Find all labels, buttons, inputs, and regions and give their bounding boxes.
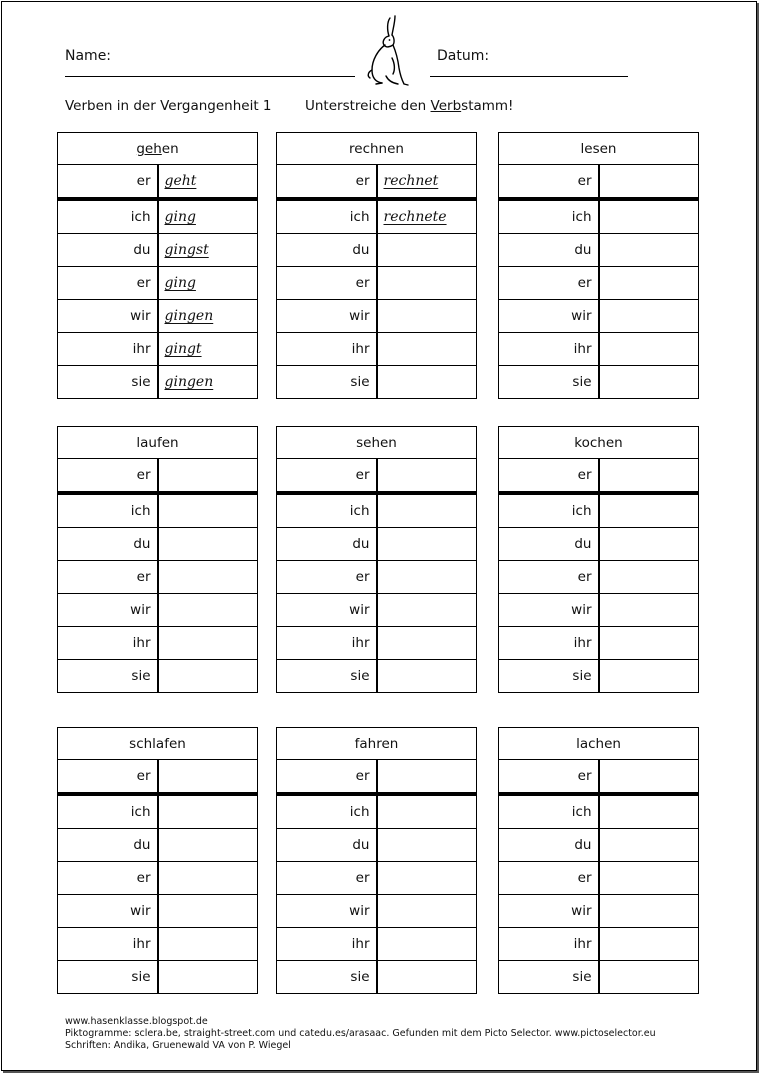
pronoun: sie [499,961,599,994]
pronoun: er [499,165,599,200]
pronoun: er [499,267,599,300]
pronoun: ich [499,794,599,829]
answer-cell[interactable] [158,895,258,928]
pronoun: er [58,459,158,494]
answer-cell[interactable] [377,459,477,494]
cursive-answer: rechnet [383,173,439,189]
pronoun: ich [277,794,377,829]
pronoun: er [58,862,158,895]
pronoun: ihr [277,333,377,366]
pronoun: du [277,234,377,267]
pronoun: du [499,528,599,561]
verb-heading: laufen [58,427,258,459]
pronoun: wir [277,300,377,333]
answer-cell[interactable] [377,300,477,333]
answer-cell[interactable] [377,528,477,561]
pronoun: ich [277,199,377,234]
answer-cell[interactable] [377,267,477,300]
cursive-answer: rechnete [383,209,447,225]
pronoun: sie [58,660,158,693]
answer-cell[interactable] [599,300,699,333]
instruction-text: Unterstreiche den [305,98,431,114]
pronoun: er [58,267,158,300]
cursive-answer: gingen [164,308,214,324]
answer-cell[interactable] [599,760,699,795]
hare-icon [362,14,414,90]
answer-cell[interactable] [158,366,258,399]
pronoun: wir [499,594,599,627]
answer-cell[interactable] [158,928,258,961]
pronoun: ich [58,794,158,829]
pronoun: er [277,459,377,494]
pronoun: wir [499,895,599,928]
verb-table-kochen [498,426,699,693]
pronoun: ich [499,199,599,234]
answer-cell[interactable] [158,199,258,234]
pronoun: er [277,760,377,795]
pronoun: du [58,234,158,267]
verb-ending: en [161,140,179,157]
pronoun: ihr [499,627,599,660]
verb-table-schlafen [57,727,258,994]
pronoun: sie [58,366,158,399]
pronoun: ich [58,493,158,528]
instruction [305,98,513,114]
answer-cell[interactable] [377,829,477,862]
pronoun: ihr [58,333,158,366]
answer-cell[interactable] [377,760,477,795]
verb-heading: kochen [499,427,699,459]
pronoun: ich [277,493,377,528]
answer-cell[interactable] [158,594,258,627]
pronoun: er [277,862,377,895]
instruction-underlined: Verb [430,98,462,114]
verb-stem: geh [136,140,162,157]
pronoun: sie [499,366,599,399]
answer-cell[interactable] [377,660,477,693]
answer-cell[interactable] [599,493,699,528]
answer-cell[interactable] [158,333,258,366]
answer-cell[interactable] [377,366,477,399]
answer-cell[interactable] [158,961,258,994]
answer-cell[interactable] [599,829,699,862]
verb-heading: schlafen [58,728,258,760]
answer-cell[interactable] [599,459,699,494]
pronoun: ihr [499,928,599,961]
cursive-answer: gingen [164,374,214,390]
pronoun: du [58,528,158,561]
pronoun: du [499,829,599,862]
verb-heading [58,133,258,165]
answer-cell[interactable] [599,267,699,300]
pronoun: wir [499,300,599,333]
answer-cell[interactable] [158,528,258,561]
answer-cell[interactable] [377,862,477,895]
answer-cell[interactable] [377,234,477,267]
verb-table-sehen [276,426,477,693]
pronoun: sie [277,660,377,693]
answer-cell[interactable] [158,493,258,528]
answer-cell[interactable] [377,165,477,200]
verb-heading: sehen [277,427,477,459]
verb-table-lesen [498,132,699,399]
answer-cell[interactable] [599,928,699,961]
answer-cell[interactable] [377,928,477,961]
date-label: Datum: [437,48,490,64]
answer-cell[interactable] [599,895,699,928]
pronoun: du [277,528,377,561]
pronoun: wir [277,895,377,928]
cursive-answer: geht [164,173,197,189]
date-field[interactable] [430,76,628,77]
name-label: Name: [65,48,112,64]
answer-cell[interactable] [158,234,258,267]
pronoun: er [58,561,158,594]
pronoun: ihr [277,627,377,660]
footer-fonts: Schriften: Andika, Gruenewald VA von P. Wiegel [65,1040,291,1051]
answer-cell[interactable] [599,165,699,200]
answer-cell[interactable] [599,333,699,366]
answer-cell[interactable] [158,627,258,660]
cursive-answer: gingt [164,341,202,357]
answer-cell[interactable] [158,829,258,862]
pronoun: er [499,561,599,594]
instruction-text-end: stamm! [461,98,514,114]
pronoun: wir [58,594,158,627]
answer-cell[interactable] [158,267,258,300]
answer-cell[interactable] [377,627,477,660]
answer-cell[interactable] [599,199,699,234]
pronoun: ihr [277,928,377,961]
answer-cell[interactable] [158,794,258,829]
verb-heading: lachen [499,728,699,760]
pronoun: du [499,234,599,267]
pronoun: sie [499,660,599,693]
answer-cell[interactable] [377,594,477,627]
verb-table-fahren [276,727,477,994]
answer-cell[interactable] [377,493,477,528]
verb-table-lachen [498,727,699,994]
pronoun: er [277,561,377,594]
answer-cell[interactable] [158,760,258,795]
pronoun: wir [277,594,377,627]
cursive-answer: gingst [164,242,209,258]
verb-table-rechnen [276,132,477,399]
pronoun: er [58,165,158,200]
answer-cell[interactable] [377,794,477,829]
cursive-answer: ging [164,275,196,291]
pronoun: wir [58,895,158,928]
pronoun: er [277,165,377,200]
pronoun: ihr [58,627,158,660]
answer-cell[interactable] [599,862,699,895]
pronoun: er [277,267,377,300]
cursive-answer: ging [164,209,196,225]
answer-cell[interactable] [599,627,699,660]
pronoun: sie [277,366,377,399]
answer-cell[interactable] [599,234,699,267]
pronoun: ich [58,199,158,234]
answer-cell[interactable] [158,561,258,594]
pronoun: ich [499,493,599,528]
pronoun: ihr [499,333,599,366]
answer-cell[interactable] [158,459,258,494]
answer-cell[interactable] [158,300,258,333]
footer-website: www.hasenklasse.blogspot.de [65,1016,208,1027]
answer-cell[interactable] [377,895,477,928]
pronoun: er [499,459,599,494]
footer [65,1016,656,1052]
page-title: Verben in der Vergangenheit 1 [65,98,272,114]
name-field[interactable] [65,76,355,77]
verb-heading: fahren [277,728,477,760]
pronoun: sie [277,961,377,994]
pronoun: du [58,829,158,862]
answer-cell[interactable] [158,862,258,895]
answer-cell[interactable] [377,561,477,594]
footer-credits: Piktogramme: sclera.be, straight-street.com und catedu.es/arasaac. Gefunden mit dem Picto Selector. www.pictoselector.eu [65,1028,656,1039]
answer-cell[interactable] [599,794,699,829]
answer-cell[interactable] [377,961,477,994]
answer-cell[interactable] [377,199,477,234]
answer-cell[interactable] [599,594,699,627]
pronoun: wir [58,300,158,333]
verb-table-laufen [57,426,258,693]
pronoun: du [277,829,377,862]
answer-cell[interactable] [599,561,699,594]
pronoun: sie [58,961,158,994]
verb-heading: lesen [499,133,699,165]
answer-cell[interactable] [599,660,699,693]
verb-table-gehen [57,132,258,399]
pronoun: ihr [58,928,158,961]
pronoun: er [499,862,599,895]
verb-heading: rechnen [277,133,477,165]
pronoun: er [499,760,599,795]
answer-cell[interactable] [377,333,477,366]
answer-cell[interactable] [599,961,699,994]
answer-cell[interactable] [158,660,258,693]
pronoun: er [58,760,158,795]
answer-cell[interactable] [158,165,258,200]
answer-cell[interactable] [599,528,699,561]
answer-cell[interactable] [599,366,699,399]
